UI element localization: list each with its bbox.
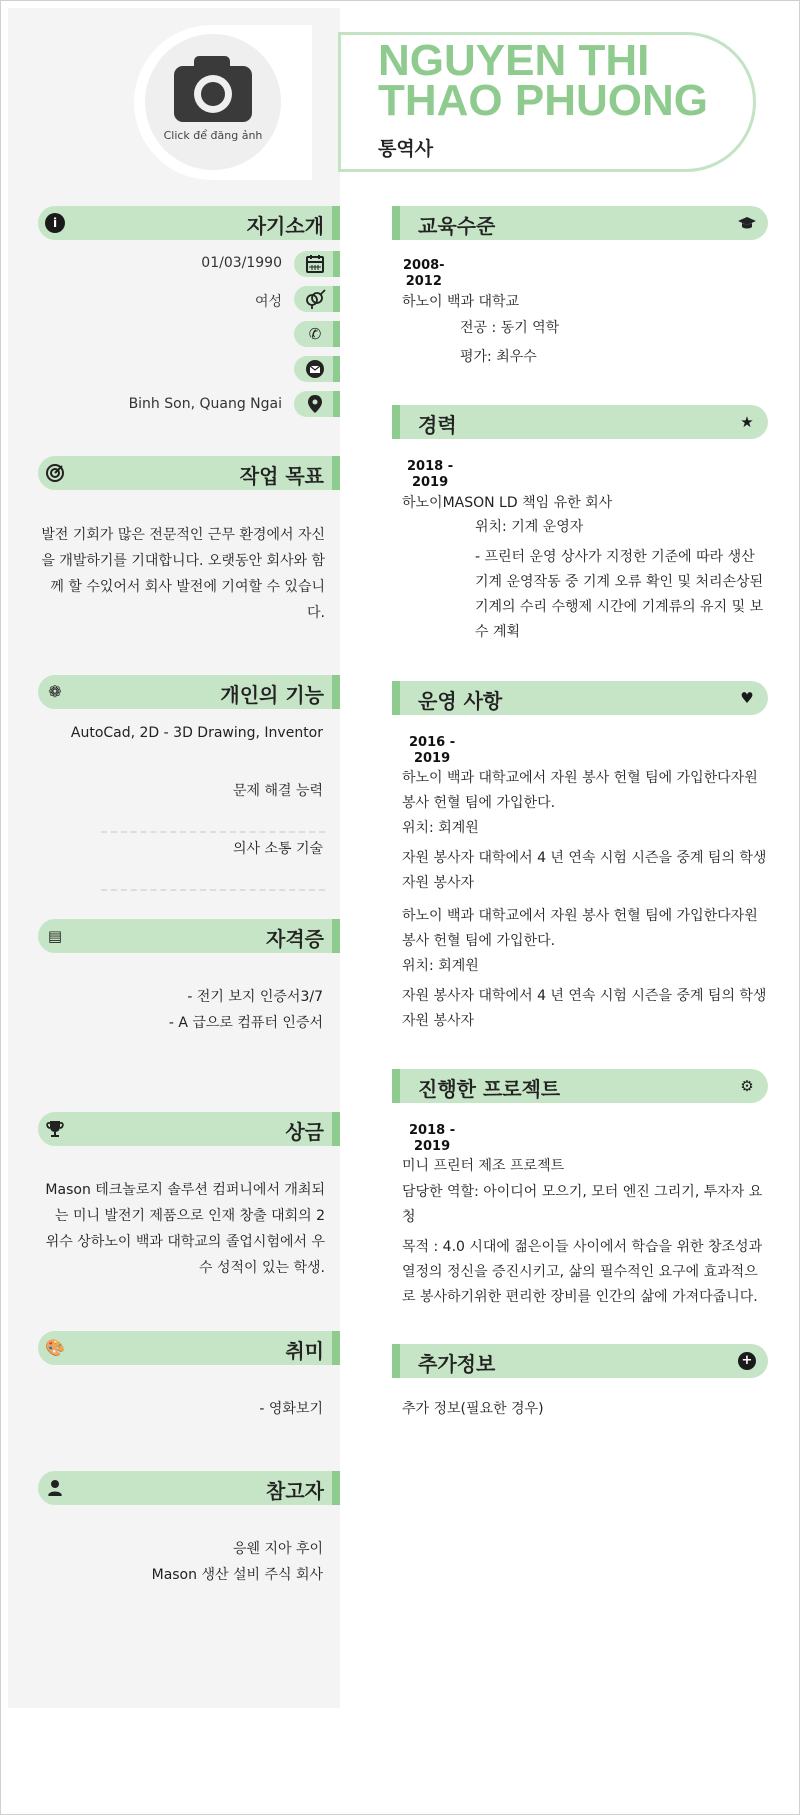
section-title[interactable]: 운영 사항 — [418, 689, 503, 713]
calendar-icon — [304, 254, 326, 274]
experience-position[interactable]: 위치: 기계 운영자 — [475, 519, 584, 535]
education-year[interactable]: 2008- 2012 — [403, 258, 445, 289]
section-header-skills — [38, 675, 340, 709]
certificate-icon: ▤ — [47, 927, 63, 945]
target-icon — [45, 463, 65, 483]
activities-year[interactable]: 2016 - 2019 — [409, 735, 456, 766]
section-title[interactable]: 교육수준 — [418, 214, 496, 238]
section-header-hobbies — [38, 1331, 340, 1365]
camera-icon — [172, 54, 254, 124]
project-goal[interactable]: 목적 : 4.0 시대에 젊은이들 사이에서 학습을 위한 창조성과 열정의 정신을 증진시키고, 삶의 필수적인 요구에 효과적으로 봉사하기위한 편리한 장비를 인간의 삶에 가져다줍니다. — [402, 1239, 763, 1305]
hobby-item[interactable]: - 영화보기 — [259, 1401, 323, 1417]
star-icon: ★ — [740, 413, 754, 431]
education-grade[interactable]: 평가: 최우수 — [460, 349, 537, 365]
section-header-activities — [392, 681, 768, 715]
hand-heart-icon: ♥ — [740, 689, 754, 707]
gender-icon — [304, 289, 326, 309]
skill-rating — [101, 889, 325, 891]
reference-item[interactable]: Mason 생산 설비 주식 회사 — [151, 1567, 323, 1583]
project-role[interactable]: 담당한 역할: 아이디어 모으기, 모터 엔진 그리기, 투자자 요청 — [402, 1184, 763, 1225]
education-major[interactable]: 전공 : 동기 역학 — [460, 320, 560, 336]
reference-item[interactable]: 응웬 지아 후이 — [232, 1541, 323, 1557]
experience-detail[interactable]: - 프린터 운영 상사가 지정한 기준에 따라 생산 기계 운영작동 중 기계 오류 확인 및 처리손상된 기계의 수리 수행제 시간에 기계류의 유지 및 보수 계획 — [475, 549, 764, 640]
gender[interactable]: 여성 — [254, 294, 282, 310]
section-header-objective — [38, 456, 340, 490]
section-header-projects — [392, 1069, 768, 1103]
section-title[interactable]: 참고자 — [266, 1479, 324, 1503]
activity-line[interactable]: 위치: 회계원 — [402, 820, 479, 836]
info-icon: i — [45, 213, 65, 233]
paw-icon: ❁ — [48, 682, 62, 701]
user-icon — [45, 1478, 65, 1498]
section-header-education — [392, 206, 768, 240]
certificate-item[interactable]: - A 급으로 컴퓨터 인증서 — [168, 1015, 323, 1031]
envelope-icon — [304, 359, 326, 379]
trophy-icon — [45, 1119, 65, 1139]
projects-year[interactable]: 2018 - 2019 — [409, 1123, 456, 1154]
activity-line[interactable]: 하노이 백과 대학교에서 자원 봉사 헌혈 팀에 가입한다자원 봉사 헌혈 팀에 가입한다. — [402, 770, 758, 811]
plus-icon: + — [738, 1352, 756, 1370]
project-name[interactable]: 미니 프린터 제조 프로젝트 — [402, 1158, 565, 1174]
section-title[interactable]: 자기소개 — [246, 214, 324, 238]
objective-text[interactable]: 발전 기회가 많은 전문적인 근무 환경에서 자신을 개발하기를 기대합니다. 오랫동안 회사와 함께 할 수있어서 회사 발전에 기여할 수 있습니다. — [41, 527, 325, 621]
section-title[interactable]: 추가정보 — [418, 1352, 496, 1376]
certificate-item[interactable]: - 전기 보지 인증서3/7 — [187, 989, 323, 1005]
job-title[interactable]: 통역사 — [378, 138, 434, 160]
skill-item[interactable]: AutoCad, 2D - 3D Drawing, Inventor — [70, 725, 323, 741]
awards-text[interactable]: Mason 테크놀로지 솔루션 컴퍼니에서 개최되는 미니 발전기 제품으로 인재 창출 대회의 2 위수 상하노이 백과 대학교의 졸업시험에서 우수 성적이 있는 학생. — [45, 1182, 325, 1276]
section-title[interactable]: 작업 목표 — [239, 464, 324, 488]
phone-icon: ✆ — [308, 325, 322, 343]
education-school[interactable]: 하노이 백과 대학교 — [402, 294, 520, 310]
birthdate[interactable]: 01/03/1990 — [201, 255, 282, 271]
section-title[interactable]: 자격증 — [266, 927, 324, 951]
activity-line[interactable]: 자원 봉사자 대학에서 4 년 연속 시험 시즌을 중계 팀의 학생 자원 봉사자 — [402, 850, 767, 891]
skill-item[interactable]: 의사 소통 기술 — [232, 841, 323, 857]
skill-rating — [101, 831, 325, 833]
address[interactable]: Binh Son, Quang Ngai — [128, 396, 282, 412]
experience-company[interactable]: 하노이MASON LD 책임 유한 회사 — [402, 495, 613, 511]
map-pin-icon — [304, 394, 326, 414]
section-header-certificates — [38, 919, 340, 953]
section-header-references — [38, 1471, 340, 1505]
section-title[interactable]: 진행한 프로젝트 — [418, 1077, 561, 1101]
section-header-awards — [38, 1112, 340, 1146]
gender-icon-badge — [294, 286, 340, 312]
extra-text[interactable]: 추가 정보(필요한 경우) — [402, 1401, 544, 1417]
skill-item[interactable]: 문제 해결 능력 — [232, 783, 323, 799]
photo-upload[interactable] — [145, 34, 281, 170]
section-title[interactable]: 개인의 기능 — [220, 683, 324, 707]
phone-icon-badge — [294, 321, 340, 347]
section-title[interactable]: 경력 — [418, 413, 457, 437]
calendar-icon-badge — [294, 251, 340, 277]
email-icon-badge — [294, 356, 340, 382]
graduation-cap-icon — [738, 214, 756, 232]
section-header-experience — [392, 405, 768, 439]
photo-hint[interactable]: Click để đăng ảnh — [163, 129, 263, 142]
section-header-intro — [38, 206, 340, 240]
activity-line[interactable]: 하노이 백과 대학교에서 자원 봉사 헌혈 팀에 가입한다자원 봉사 헌혈 팀에 가입한다. — [402, 908, 758, 949]
section-title[interactable]: 상금 — [285, 1120, 324, 1144]
full-name[interactable]: NGUYEN THI THAO PHUONG — [378, 36, 708, 125]
activity-line[interactable]: 위치: 회계원 — [402, 958, 479, 974]
activity-line[interactable]: 자원 봉사자 대학에서 4 년 연속 시험 시즌을 중계 팀의 학생 자원 봉사자 — [402, 988, 767, 1029]
palette-icon: 🎨 — [45, 1338, 65, 1357]
section-title[interactable]: 취미 — [285, 1339, 324, 1363]
experience-year[interactable]: 2018 - 2019 — [407, 459, 454, 490]
section-header-extra — [392, 1344, 768, 1378]
location-icon-badge — [294, 391, 340, 417]
gear-icon: ⚙ — [740, 1077, 754, 1095]
